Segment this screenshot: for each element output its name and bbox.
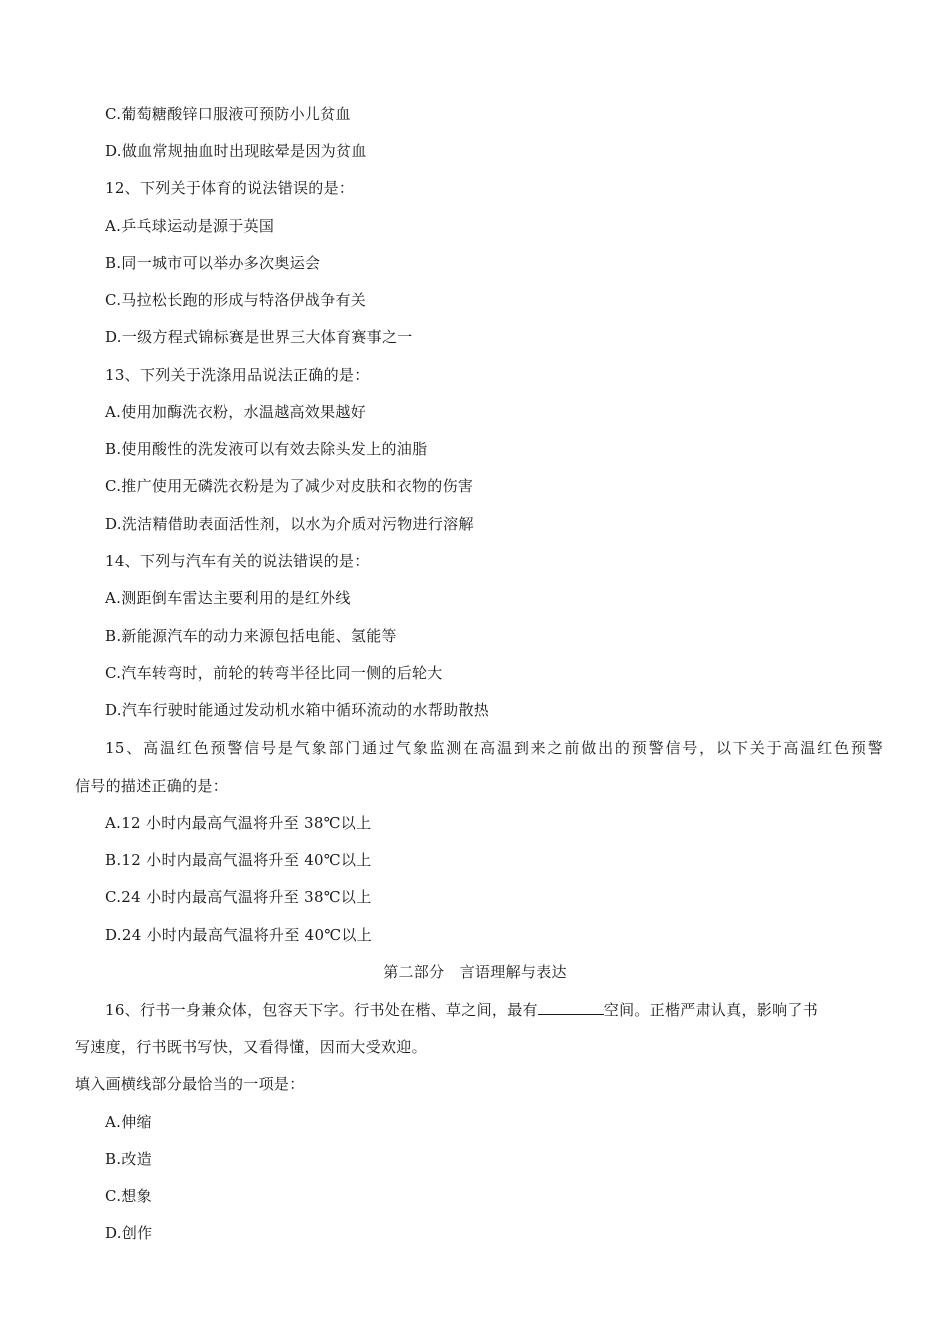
q16-option-c: C.想象 xyxy=(105,1187,152,1205)
q15-option-d: D.24 小时内最高气温将升至 40℃以上 xyxy=(105,926,373,944)
q14-stem: 14、下列与汽车有关的说法错误的是： xyxy=(105,552,370,570)
q13-option-d: D.洗洁精借助表面活性剂，以水为介质对污物进行溶解 xyxy=(105,515,474,533)
q15-option-c: C.24 小时内最高气温将升至 38℃以上 xyxy=(105,888,372,906)
q16-instruction: 填入画横线部分最恰当的一项是： xyxy=(75,1075,305,1093)
q15-option-b: B.12 小时内最高气温将升至 40℃以上 xyxy=(105,851,372,869)
fill-in-blank xyxy=(538,999,604,1015)
q16-stem-part2: 空间。正楷严肃认真，影响了书 xyxy=(603,1001,818,1019)
q12-option-b: B.同一城市可以举办多次奥运会 xyxy=(105,254,321,272)
q16-option-d: D.创作 xyxy=(105,1224,153,1242)
q16-stem-part1: 16、行书一身兼众体，包容天下字。行书处在楷、草之间，最有 xyxy=(105,1001,538,1019)
q16-option-a: A.伸缩 xyxy=(105,1113,152,1131)
q14-option-d: D.汽车行驶时能通过发动机水箱中循环流动的水帮助散热 xyxy=(105,701,490,719)
q16-stem-line1 xyxy=(105,999,818,1020)
q13-option-a: A.使用加酶洗衣粉，水温越高效果越好 xyxy=(105,403,367,421)
q11-option-c: C.葡萄糖酸锌口服液可预防小儿贫血 xyxy=(105,105,351,123)
q15-option-a: A.12 小时内最高气温将升至 38℃以上 xyxy=(105,814,372,832)
q14-option-c: C.汽车转弯时，前轮的转弯半径比同一侧的后轮大 xyxy=(105,664,443,682)
q12-option-d: D.一级方程式锦标赛是世界三大体育赛事之一 xyxy=(105,328,413,346)
q16-option-b: B.改造 xyxy=(105,1150,152,1168)
q13-option-b: B.使用酸性的洗发液可以有效去除头发上的油脂 xyxy=(105,440,428,458)
q14-option-b: B.新能源汽车的动力来源包括电能、氢能等 xyxy=(105,627,397,645)
q12-stem: 12、下列关于体育的说法错误的是： xyxy=(105,179,355,197)
q16-stem-line2: 写速度，行书既书写快，又看得懂，因而大受欢迎。 xyxy=(75,1038,427,1056)
q12-option-c: C.马拉松长跑的形成与特洛伊战争有关 xyxy=(105,291,367,309)
q13-option-c: C.推广使用无磷洗衣粉是为了减少对皮肤和衣物的伤害 xyxy=(105,477,474,495)
q15-stem-line2: 信号的描述正确的是： xyxy=(75,777,229,795)
q15-stem-line1: 15、高温红色预警信号是气象部门通过气象监测在高温到来之前做出的预警信号，以下关于高温红色预警 xyxy=(105,739,883,757)
section-title: 第二部分 言语理解与表达 xyxy=(383,963,567,981)
q14-option-a: A.测距倒车雷达主要利用的是红外线 xyxy=(105,589,351,607)
q12-option-a: A.乒乓球运动是源于英国 xyxy=(105,217,275,235)
q13-stem: 13、下列关于洗涤用品说法正确的是： xyxy=(105,366,370,384)
q11-option-d: D.做血常规抽血时出现眩晕是因为贫血 xyxy=(105,142,367,160)
